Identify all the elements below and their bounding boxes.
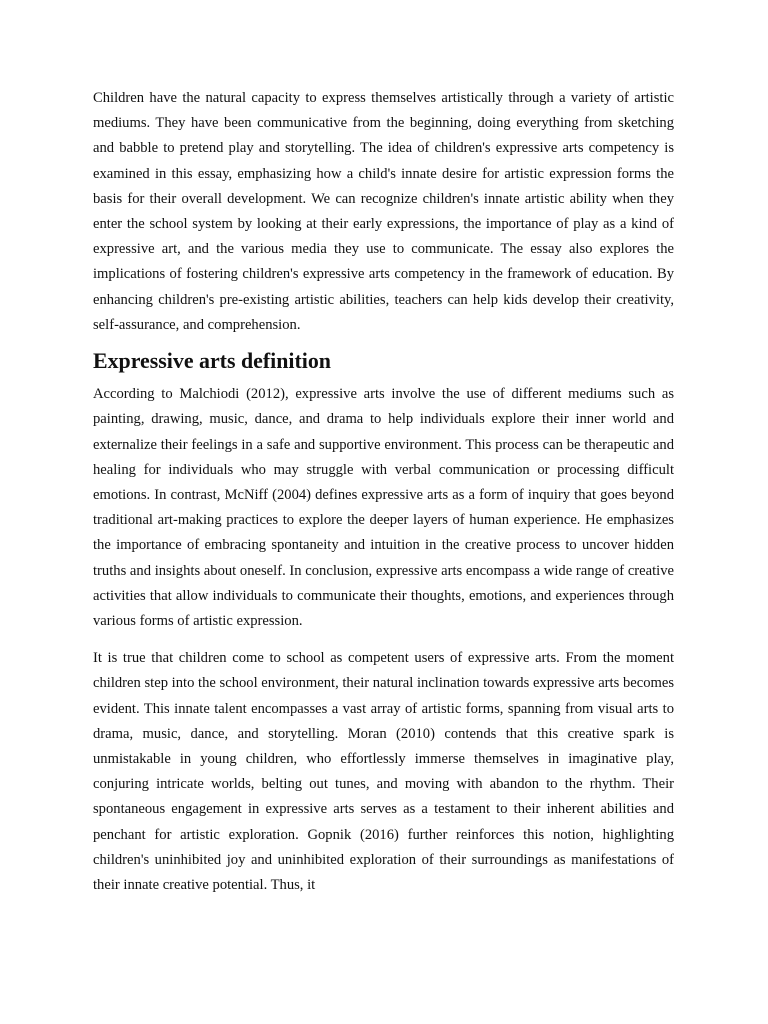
competence-paragraph: It is true that children come to school as competent users of expressive arts. From the moment children step into the school environment, their natural inclination towards expressive arts becomes evident. This innate talent encompasses a vast array of artistic forms, spanning from visual arts to drama, music, dance, and storytelling. Moran (2010) contends that this creative spark is unmistakable in young children, who effortlessly immerse themselves in imaginative play, conjuring intricate worlds, belting out tunes, and moving with abandon to the rhythm. Their spontaneous engagement in expressive arts serves as a testament to their inherent abilities and penchant for artistic exploration. Gopnik (2016) further reinforces this notion, highlighting children's uninhibited joy and uninhibited exploration of their surroundings as manifestations of their innate creative potential. Thus, it — [93, 650, 674, 894]
intro-paragraph: Children have the natural capacity to express themselves artistically through a variety of artistic mediums. They have been communicative from the beginning, doing everything from sketching and babble to pretend play and storytelling. The idea of children's expressive arts competency is examined in this essay, emphasizing how a child's innate desire for artistic expression forms the basis for their overall development. We can recognize children's innate artistic ability when they enter the school system by looking at their early expressions, the importance of play as a kind of expressive art, and the various media they use to communicate. The essay also explores the implications of fostering children's expressive arts competency in the framework of education. By enhancing children's pre-existing artistic abilities, teachers can help kids develop their creativity, self-assurance, and comprehension. — [93, 90, 674, 333]
definition-paragraph: According to Malchiodi (2012), expressive arts involve the use of different mediums such as painting, drawing, music, dance, and drama to help individuals explore their inner world and externalize their feelings in a safe and supportive environment. This process can be therapeutic and healing for individuals who may struggle with verbal communication or processing difficult emotions. In contrast, McNiff (2004) defines expressive arts as a form of inquiry that goes beyond traditional art-making practices to explore the deeper layers of human experience. He emphasizes the importance of embracing spontaneity and intuition in the creative process to uncover hidden truths and insights about oneself. In conclusion, expressive arts encompass a wide range of creative activities that allow individuals to communicate their thoughts, emotions, and experiences through various forms of artistic expression. — [93, 386, 674, 630]
section-heading-definition: Expressive arts definition — [93, 348, 331, 374]
document-page — [93, 86, 674, 898]
